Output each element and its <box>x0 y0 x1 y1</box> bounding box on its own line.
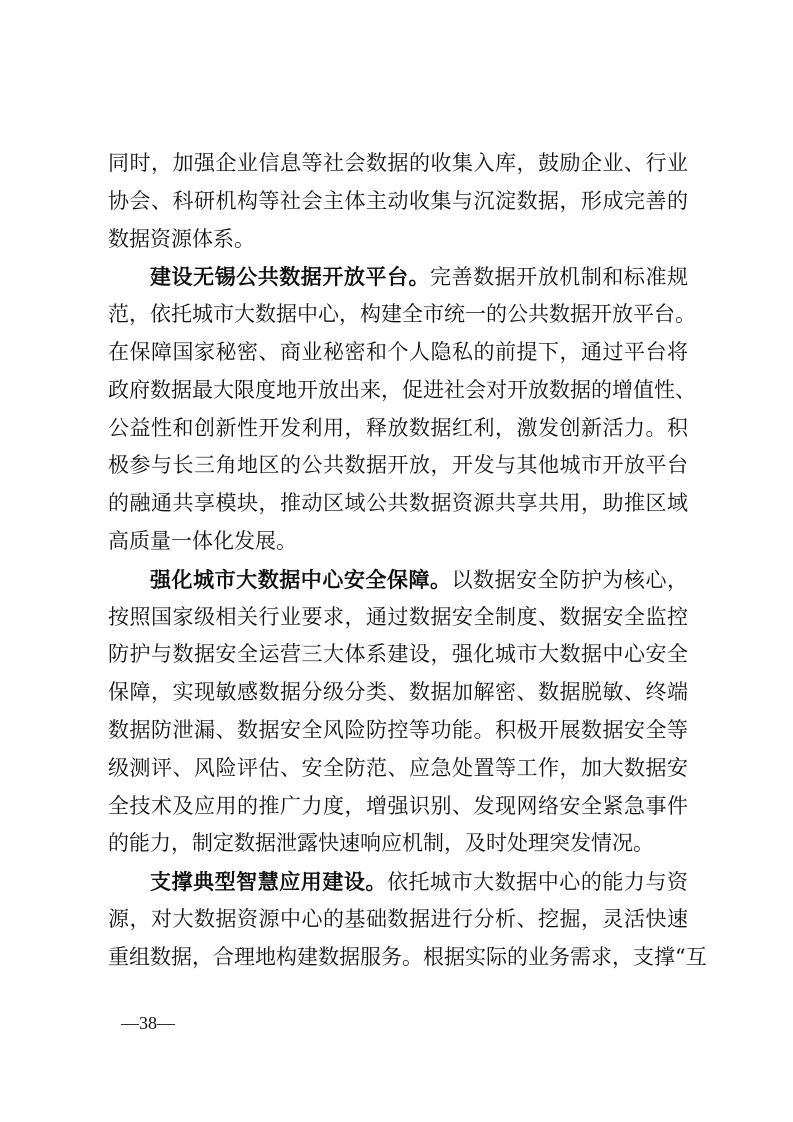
text-run: 以数据安全防护为核心， <box>451 567 689 592</box>
text-line: 数据防泄漏、数据安全风险防控等功能。积极开展数据安全等 <box>108 717 688 742</box>
text-line: 全技术及应用的推广力度，增强识别、发现网络安全紧急事件 <box>108 793 688 818</box>
text-line: 同时，加强企业信息等社会数据的收集入库，鼓励企业、行业 <box>108 151 688 175</box>
paragraph-first-line <box>108 258 688 296</box>
text-line: 公益性和创新性开发利用，释放数据红利，激发创新活力。积 <box>108 415 688 440</box>
text-line: 保障，实现敏感数据分级分类、数据加解密、数据脱敏、终端 <box>108 680 688 705</box>
text-run: 完善数据开放机制和标准规 <box>430 265 689 290</box>
text-line: 极参与长三角地区的公共数据开放，开发与其他城市开放平台 <box>108 453 688 478</box>
paragraph-first-line <box>108 561 688 599</box>
text-line: 范，依托城市大数据中心，构建全市统一的公共数据开放平台。 <box>108 302 696 327</box>
section-heading: 支撑典型智慧应用建设。 <box>150 869 387 895</box>
body-text <box>108 145 707 977</box>
text-line: 的能力，制定数据泄露快速响应机制，及时处理突发情况。 <box>108 831 654 856</box>
text-line: 按照国家级相关行业要求，通过数据安全制度、数据安全监控 <box>108 604 688 629</box>
text-line: 源，对大数据资源中心的基础数据进行分析、挖掘，灵活快速 <box>108 906 688 931</box>
text-line: 重组数据，合理地构建数据服务。根据实际的业务需求，支撑“互 <box>108 944 707 969</box>
text-line: 高质量一体化发展。 <box>108 528 297 553</box>
page-number: —38— <box>121 1013 175 1033</box>
text-line: 数据资源体系。 <box>108 226 255 251</box>
section-heading: 强化城市大数据中心安全保障。 <box>150 566 452 592</box>
text-run: 依托城市大数据中心的能力与资 <box>386 870 689 895</box>
paragraph-first-line <box>108 863 688 901</box>
text-line: 防护与数据安全运营三大体系建设，强化城市大数据中心安全 <box>108 642 688 667</box>
text-line: 级测评、风险评估、安全防范、应急处置等工作，加大数据安 <box>108 755 688 780</box>
text-line: 在保障国家秘密、商业秘密和个人隐私的前提下，通过平台将 <box>108 339 688 364</box>
text-line: 政府数据最大限度地开放出来，促进社会对开放数据的增值性、 <box>108 377 696 402</box>
text-line: 协会、科研机构等社会主体主动收集与沉淀数据，形成完善的 <box>108 188 688 213</box>
text-line: 的融通共享模块，推动区域公共数据资源共享共用，助推区域 <box>108 491 688 516</box>
section-heading: 建设无锡公共数据开放平台。 <box>150 264 431 290</box>
